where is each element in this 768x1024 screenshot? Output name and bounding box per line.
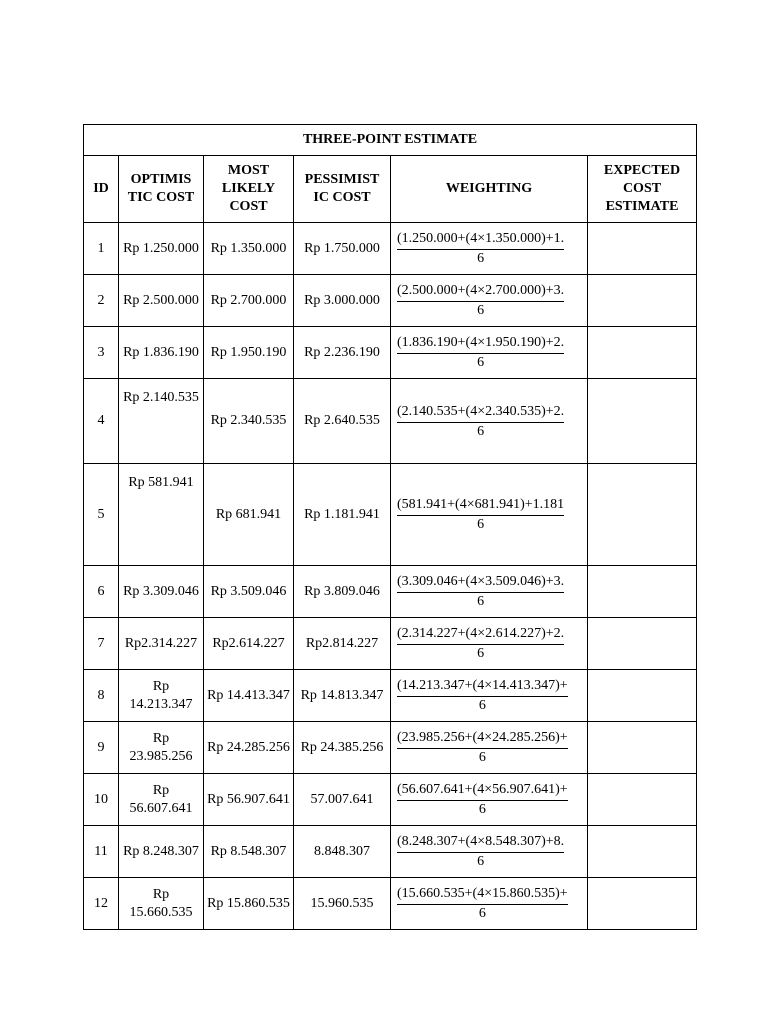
header-expected-cost-estimate: EXPECTED COST ESTIMATE [588,156,697,223]
expected-cost-estimate-cell [588,618,697,670]
most-likely-cost-cell: Rp 2.700.000 [204,275,294,327]
table-row [84,566,697,618]
weighting-fraction [397,402,564,441]
most-likely-cost-cell: Rp 3.509.046 [204,566,294,618]
table-row [84,722,697,774]
pessimistic-cost-cell: Rp 2.640.535 [294,379,391,464]
pessimistic-cost-cell: 8.848.307 [294,826,391,878]
row-id: 8 [84,670,119,722]
expected-cost-estimate-cell [588,826,697,878]
expected-cost-estimate-cell [588,878,697,930]
most-likely-cost-cell: Rp 2.340.535 [204,379,294,464]
pessimistic-cost-cell: Rp 2.236.190 [294,327,391,379]
optimistic-cost-cell: Rp 3.309.046 [119,566,204,618]
optimistic-cost-cell: Rp 14.213.347 [119,670,204,722]
table-title-row [84,125,697,156]
table-row [84,275,697,327]
weighting-denominator: 6 [477,594,485,609]
expected-cost-estimate-cell [588,379,697,464]
most-likely-cost-cell: Rp 14.413.347 [204,670,294,722]
most-likely-cost-cell: Rp 1.350.000 [204,223,294,275]
table-title: THREE-POINT ESTIMATE [84,125,697,156]
weighting-denominator: 6 [477,646,485,661]
pessimistic-cost-cell: Rp 1.181.941 [294,464,391,566]
header-weighting: WEIGHTING [391,156,588,223]
row-id: 3 [84,327,119,379]
weighting-numerator: (8.248.307+(4×8.548.307)+8. [397,832,564,853]
weighting-formula-cell [391,379,588,464]
most-likely-cost-cell: Rp 24.285.256 [204,722,294,774]
table-row [84,379,697,464]
expected-cost-estimate-cell [588,327,697,379]
weighting-denominator: 6 [477,251,485,266]
weighting-fraction [397,229,564,268]
weighting-fraction [397,333,564,372]
table-header-row [84,156,697,223]
expected-cost-estimate-cell [588,566,697,618]
weighting-denominator: 6 [477,303,485,318]
weighting-denominator: 6 [478,698,486,713]
table-row [84,327,697,379]
three-point-estimate-table [83,124,697,930]
weighting-fraction [397,624,564,663]
weighting-fraction [397,832,564,871]
weighting-fraction [397,884,568,923]
weighting-formula-cell [391,878,588,930]
row-id: 11 [84,826,119,878]
optimistic-cost-cell: Rp2.314.227 [119,618,204,670]
weighting-numerator: (2.500.000+(4×2.700.000)+3. [397,281,564,302]
table-row [84,223,697,275]
weighting-numerator: (56.607.641+(4×56.907.641)+ [397,780,568,801]
most-likely-cost-cell: Rp 8.548.307 [204,826,294,878]
most-likely-cost-cell: Rp2.614.227 [204,618,294,670]
weighting-denominator: 6 [477,854,485,869]
optimistic-cost-cell: Rp 56.607.641 [119,774,204,826]
weighting-numerator: (2.140.535+(4×2.340.535)+2. [397,402,564,423]
optimistic-cost-cell: Rp 8.248.307 [119,826,204,878]
expected-cost-estimate-cell [588,670,697,722]
optimistic-cost-cell: Rp 581.941 [119,464,204,566]
weighting-numerator: (3.309.046+(4×3.509.046)+3. [397,572,564,593]
expected-cost-estimate-cell [588,464,697,566]
weighting-formula-cell [391,722,588,774]
weighting-formula-cell [391,826,588,878]
most-likely-cost-cell: Rp 15.860.535 [204,878,294,930]
pessimistic-cost-cell: 15.960.535 [294,878,391,930]
weighting-fraction [397,780,568,819]
pessimistic-cost-cell: Rp2.814.227 [294,618,391,670]
table-row [84,618,697,670]
table-row [84,670,697,722]
table-row [84,774,697,826]
weighting-formula-cell [391,670,588,722]
weighting-formula-cell [391,618,588,670]
expected-cost-estimate-cell [588,774,697,826]
weighting-fraction [397,572,564,611]
pessimistic-cost-cell: Rp 24.385.256 [294,722,391,774]
weighting-denominator: 6 [477,423,485,439]
weighting-formula-cell [391,774,588,826]
most-likely-cost-cell: Rp 56.907.641 [204,774,294,826]
row-id: 5 [84,464,119,566]
most-likely-cost-cell: Rp 1.950.190 [204,327,294,379]
row-id: 10 [84,774,119,826]
pessimistic-cost-cell: Rp 14.813.347 [294,670,391,722]
weighting-denominator: 6 [477,517,485,532]
table-row [84,464,697,566]
header-most-likely-cost: MOST LIKELY COST [204,156,294,223]
weighting-fraction [397,676,568,715]
row-id: 1 [84,223,119,275]
expected-cost-estimate-cell [588,722,697,774]
table-body [84,223,697,930]
optimistic-cost-cell: Rp 2.140.535 [119,379,204,464]
optimistic-cost-cell: Rp 15.660.535 [119,878,204,930]
row-id: 4 [84,379,119,464]
weighting-numerator: (23.985.256+(4×24.285.256)+ [397,728,568,749]
table-row [84,826,697,878]
expected-cost-estimate-cell [588,275,697,327]
weighting-fraction [397,495,564,534]
most-likely-cost-cell: Rp 681.941 [204,464,294,566]
row-id: 2 [84,275,119,327]
row-id: 6 [84,566,119,618]
weighting-numerator: (2.314.227+(4×2.614.227)+2. [397,624,564,645]
row-id: 9 [84,722,119,774]
header-optimistic-cost: OPTIMIS TIC COST [119,156,204,223]
pessimistic-cost-cell: Rp 1.750.000 [294,223,391,275]
weighting-formula-cell [391,223,588,275]
expected-cost-estimate-cell [588,223,697,275]
row-id: 12 [84,878,119,930]
header-pessimistic-cost: PESSIMIST IC COST [294,156,391,223]
header-id: ID [84,156,119,223]
table-row [84,878,697,930]
weighting-numerator: (15.660.535+(4×15.860.535)+ [397,884,568,905]
weighting-fraction [397,728,568,767]
weighting-numerator: (581.941+(4×681.941)+1.181 [397,495,564,516]
weighting-denominator: 6 [478,802,486,817]
weighting-denominator: 6 [478,906,486,921]
weighting-denominator: 6 [477,355,485,370]
optimistic-cost-cell: Rp 23.985.256 [119,722,204,774]
optimistic-cost-cell: Rp 1.250.000 [119,223,204,275]
weighting-formula-cell [391,464,588,566]
weighting-formula-cell [391,275,588,327]
weighting-denominator: 6 [478,750,486,765]
optimistic-cost-cell: Rp 2.500.000 [119,275,204,327]
row-id: 7 [84,618,119,670]
weighting-numerator: (1.250.000+(4×1.350.000)+1. [397,229,564,250]
optimistic-cost-cell: Rp 1.836.190 [119,327,204,379]
pessimistic-cost-cell: Rp 3.809.046 [294,566,391,618]
pessimistic-cost-cell: 57.007.641 [294,774,391,826]
weighting-numerator: (14.213.347+(4×14.413.347)+ [397,676,568,697]
pessimistic-cost-cell: Rp 3.000.000 [294,275,391,327]
weighting-fraction [397,281,564,320]
weighting-formula-cell [391,566,588,618]
weighting-formula-cell [391,327,588,379]
weighting-numerator: (1.836.190+(4×1.950.190)+2. [397,333,564,354]
